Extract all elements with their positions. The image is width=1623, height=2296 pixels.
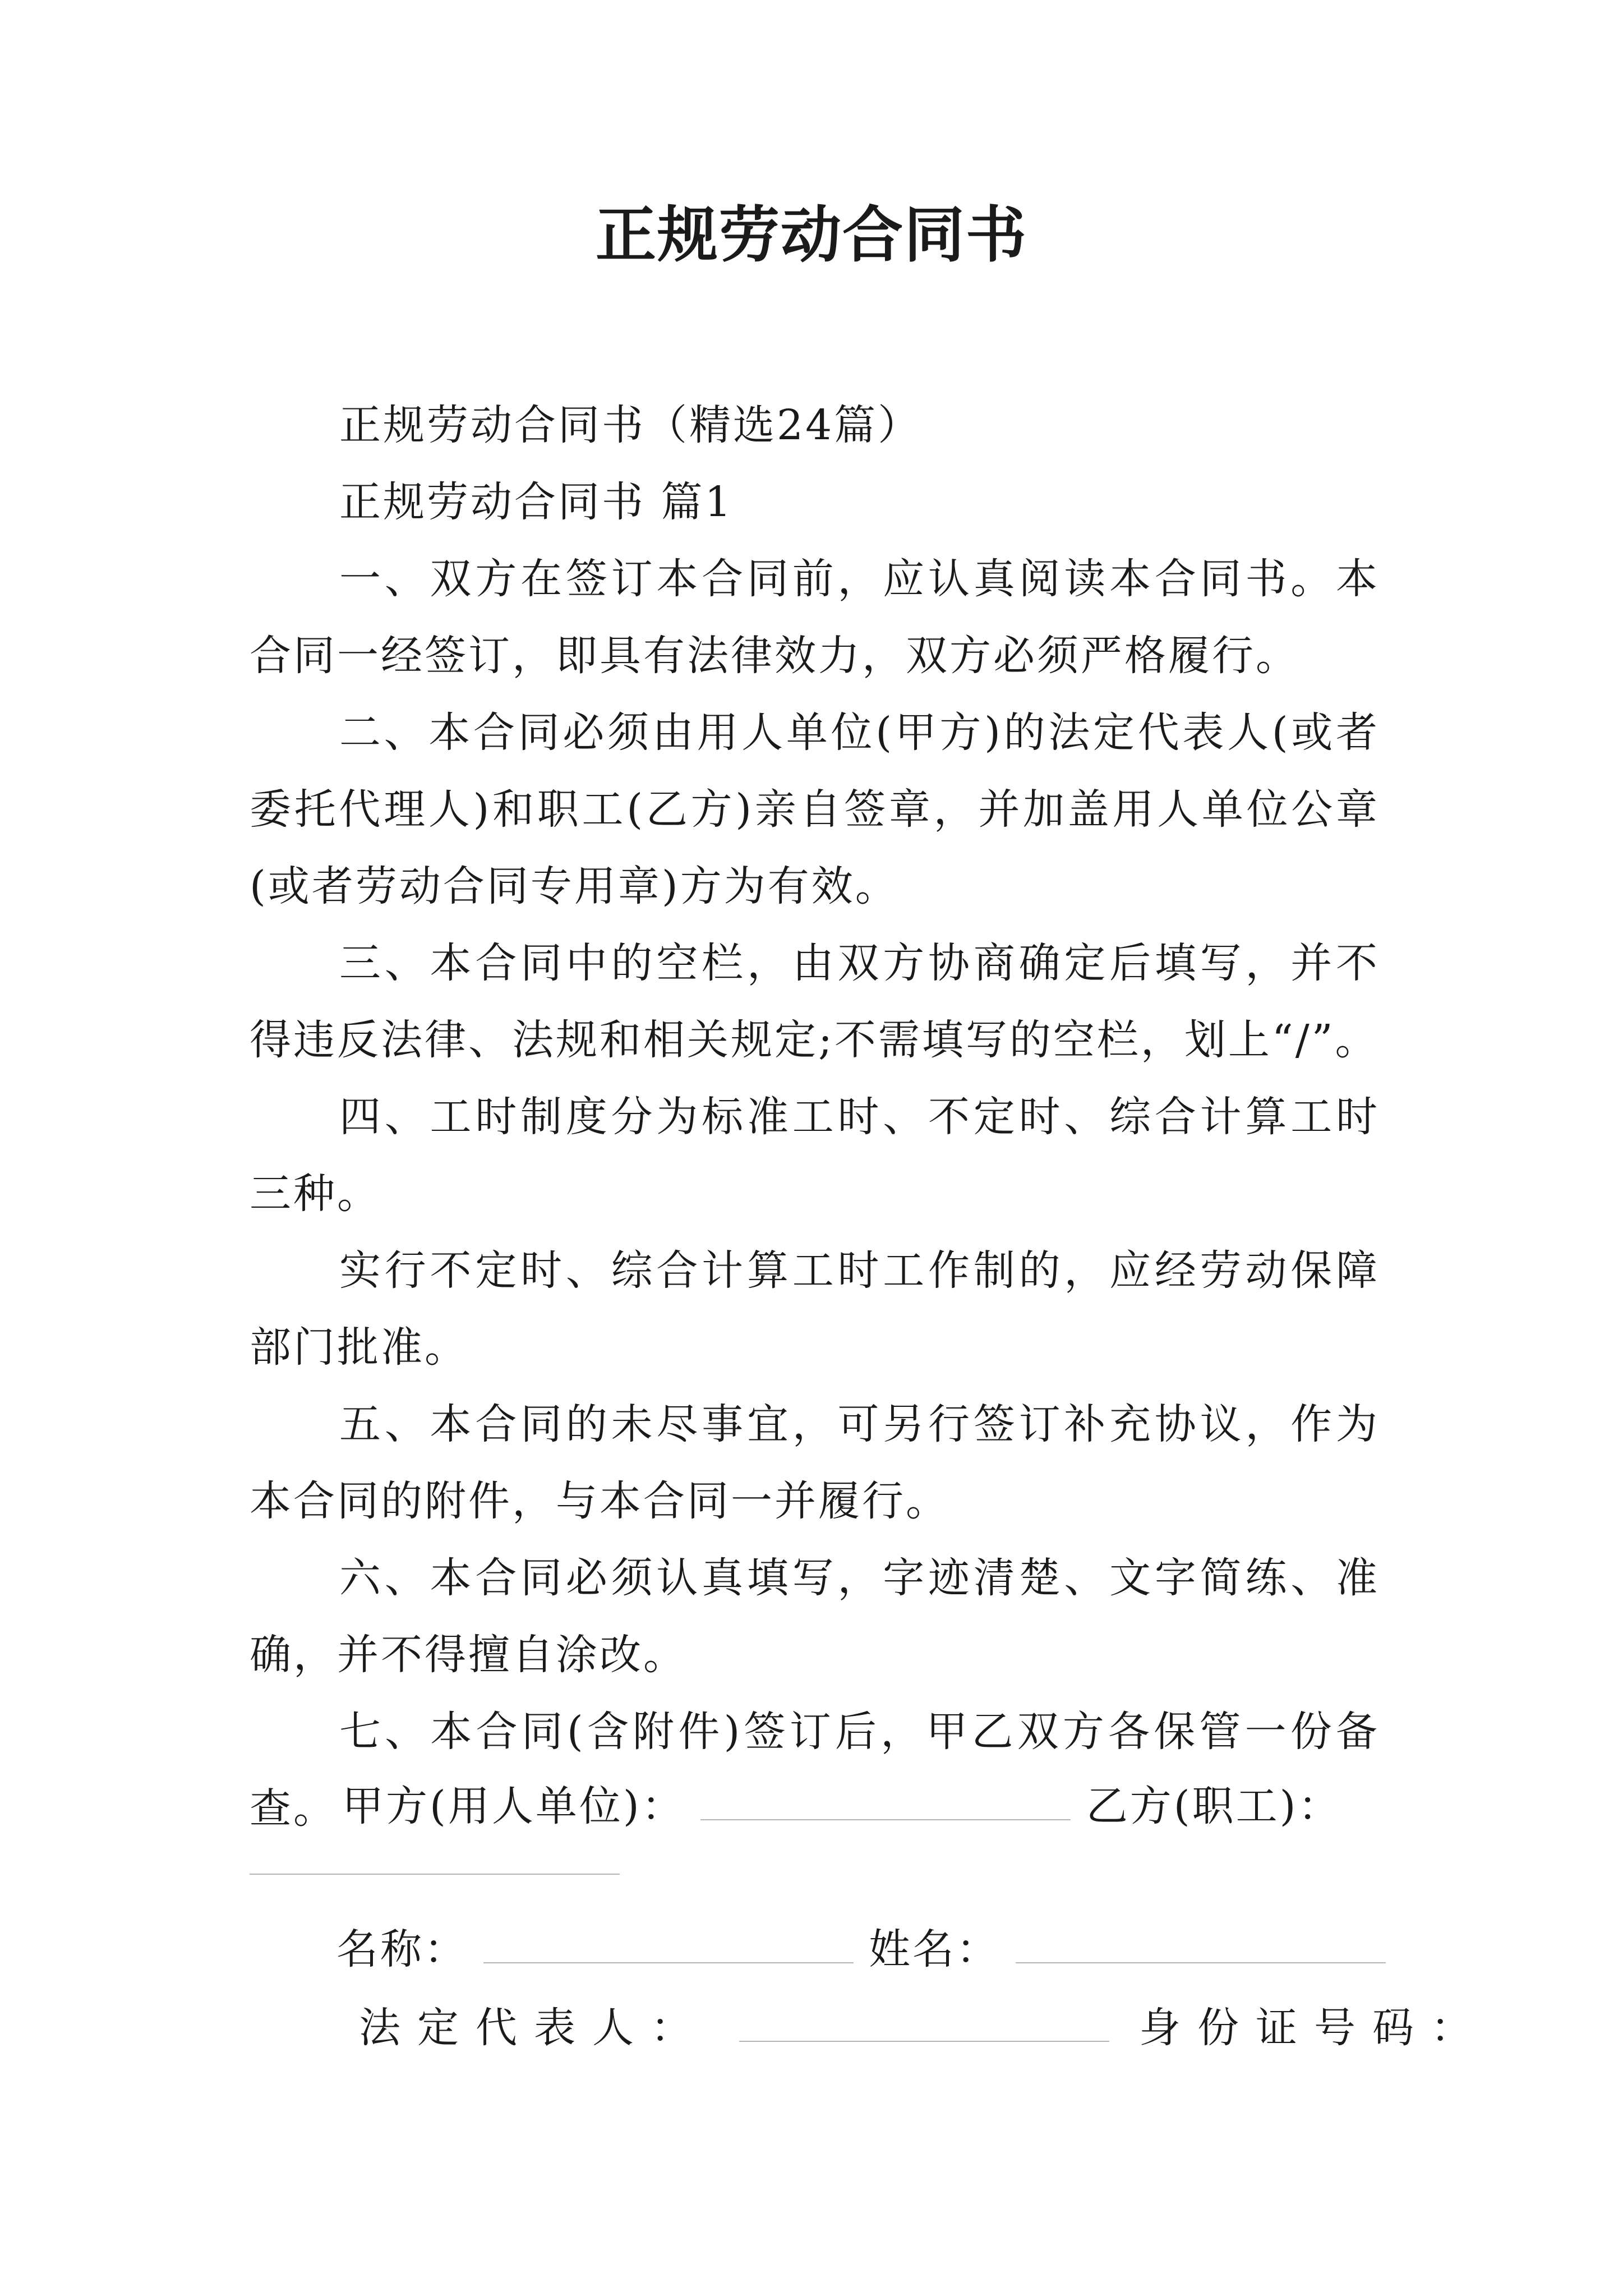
- paragraph-5: 实行不定时、综合计算工时工作制的，应经劳动保障部门批准。: [250, 1246, 1380, 1372]
- legal-rep-label: 法定代表人：: [359, 2004, 709, 2052]
- paragraph-4: 四、工时制度分为标准工时、不定时、综合计算工时三种。: [250, 1093, 1380, 1218]
- legal-rep-blank[interactable]: [739, 2001, 1109, 2042]
- paragraph-2: 二、本合同必须由用人单位(甲方)的法定代表人(或者委托代理人)和职工(乙方)亲自签章，并加盖用人单位公章(或者劳动合同专用章)方为有效。: [250, 708, 1380, 910]
- name-blank[interactable]: [483, 1923, 854, 1963]
- document-title: 正规劳动合同书: [595, 200, 1027, 270]
- section-heading: 正规劳动合同书 篇1: [339, 478, 734, 526]
- paragraph-8: 七、本合同(含附件)签订后，甲乙双方各保管一份备查。: [250, 1708, 1380, 1833]
- paragraph-1: 一、双方在签订本合同前，应认真阅读本合同书。本合同一经签订，即具有法律效力，双方必须严格履行。: [250, 555, 1380, 680]
- party-b-blank[interactable]: [250, 1874, 620, 1875]
- paragraph-6: 五、本合同的未尽事宜，可另行签订补充协议，作为本合同的附件，与本合同一并履行。: [250, 1400, 1380, 1525]
- document-subtitle: 正规劳动合同书（精选24篇）: [339, 401, 922, 449]
- party-a-blank[interactable]: [700, 1780, 1071, 1820]
- paragraph-3: 三、本合同中的空栏，由双方协商确定后填写，并不得违反法律、法规和相关规定;不需填写的空栏，划上“/”。: [250, 939, 1380, 1064]
- party-b-label: 乙方(职工)：: [1086, 1782, 1342, 1830]
- person-name-label: 姓名：: [869, 1925, 1000, 1973]
- party-a-label: 甲方(用人单位)：: [342, 1782, 685, 1830]
- person-name-blank[interactable]: [1016, 1923, 1386, 1963]
- party-line: [342, 1778, 1342, 1834]
- legal-rep-line: [359, 2000, 1489, 2056]
- name-line: [336, 1921, 1386, 1977]
- paragraph-7: 六、本合同必须认真填写，字迹清楚、文字简练、准确，并不得擅自涂改。: [250, 1554, 1380, 1679]
- id-number-label: 身份证号码：: [1139, 2004, 1490, 2052]
- name-label: 名称：: [336, 1925, 468, 1973]
